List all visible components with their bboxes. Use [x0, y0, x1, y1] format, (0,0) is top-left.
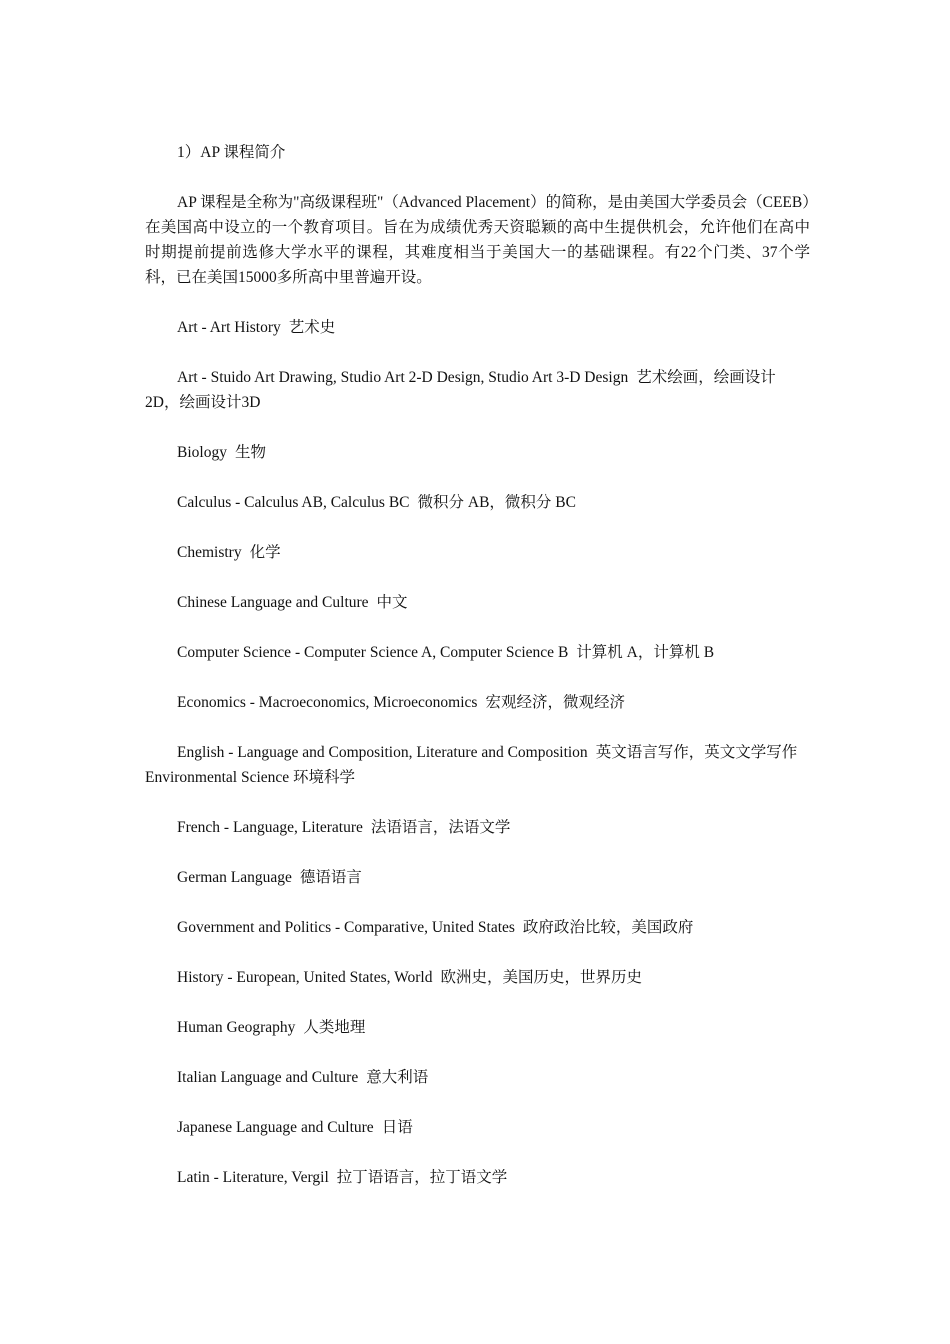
course-name-zh: 艺术史 — [288, 319, 336, 336]
course-name-en: English - Language and Composition, Literature and Composition — [177, 744, 588, 761]
course-name-zh: 意大利语 — [366, 1069, 429, 1086]
course-item — [145, 1115, 810, 1140]
course-name-zh: 人类地理 — [303, 1019, 366, 1036]
course-name-en: Latin - Literature, Vergil — [177, 1169, 329, 1186]
course-item — [145, 915, 810, 940]
course-name-en: Human Geography — [177, 1019, 296, 1036]
course-name-en: Government and Politics - Comparative, United States — [177, 919, 515, 936]
course-name-zh: 法语语言，法语文学 — [370, 819, 511, 836]
document-body — [145, 140, 810, 1215]
course-name-zh: 英文语言写作，英文文学写作 Environmental Science 环境科学 — [145, 744, 798, 786]
course-name-en: Japanese Language and Culture — [177, 1119, 374, 1136]
course-name-en: French - Language, Literature — [177, 819, 363, 836]
section-heading: 1）AP 课程简介 — [177, 144, 286, 161]
course-name-zh: 拉丁语语言，拉丁语文学 — [336, 1169, 508, 1186]
course-name-zh: 日语 — [381, 1119, 413, 1136]
course-item — [145, 690, 810, 715]
course-name-en: Italian Language and Culture — [177, 1069, 359, 1086]
course-name-zh: 欧洲史，美国历史，世界历史 — [440, 969, 642, 986]
course-item — [145, 640, 810, 665]
course-name-en: Art - Stuido Art Drawing, Studio Art 2-D Design, Studio Art 3-D Design — [177, 369, 629, 386]
course-name-zh: 生物 — [234, 444, 266, 461]
course-name-zh: 政府政治比较，美国政府 — [522, 919, 694, 936]
course-name-zh: 中文 — [376, 594, 408, 611]
course-item — [145, 490, 810, 515]
course-item — [145, 315, 810, 340]
intro-paragraph: AP 课程是全称为"高级课程班"（Advanced Placement）的简称，是由美国大学委员会（CEEB）在美国高中设立的一个教育项目。旨在为成绩优秀天资聪颖的高中生提供机会，允许他们在高中时期提前提前选修大学水平的课程，其难度相当于美国大一的基础课程。有22个门类、37个学科，已在美国15000多所高中里普遍开设。 — [145, 194, 810, 286]
course-item — [145, 815, 810, 840]
course-item — [145, 965, 810, 990]
course-item — [145, 540, 810, 565]
course-name-en: Chinese Language and Culture — [177, 594, 369, 611]
course-item — [145, 1165, 810, 1190]
course-item — [145, 1015, 810, 1040]
course-name-en: Computer Science - Computer Science A, Computer Science B — [177, 644, 569, 661]
course-item — [145, 1065, 810, 1090]
course-name-en: German Language — [177, 869, 292, 886]
course-item — [145, 740, 810, 790]
course-item — [145, 365, 810, 415]
course-item — [145, 440, 810, 465]
course-name-zh: 宏观经济，微观经济 — [485, 694, 625, 711]
course-item — [145, 865, 810, 890]
course-name-en: Chemistry — [177, 544, 242, 561]
course-name-zh: 化学 — [249, 544, 281, 561]
course-name-en: Biology — [177, 444, 227, 461]
course-name-zh: 德语语言 — [299, 869, 362, 886]
course-name-en: Art - Art History — [177, 319, 281, 336]
course-name-en: Economics - Macroeconomics, Microeconomics — [177, 694, 478, 711]
course-name-en: History - European, United States, World — [177, 969, 433, 986]
course-name-zh: 艺术绘画，绘画设计2D，绘画设计3D — [145, 369, 776, 411]
course-item — [145, 590, 810, 615]
course-name-zh: 微积分 AB，微积分 BC — [417, 494, 576, 511]
course-name-zh: 计算机 A，计算机 B — [576, 644, 715, 661]
course-name-en: Calculus - Calculus AB, Calculus BC — [177, 494, 410, 511]
